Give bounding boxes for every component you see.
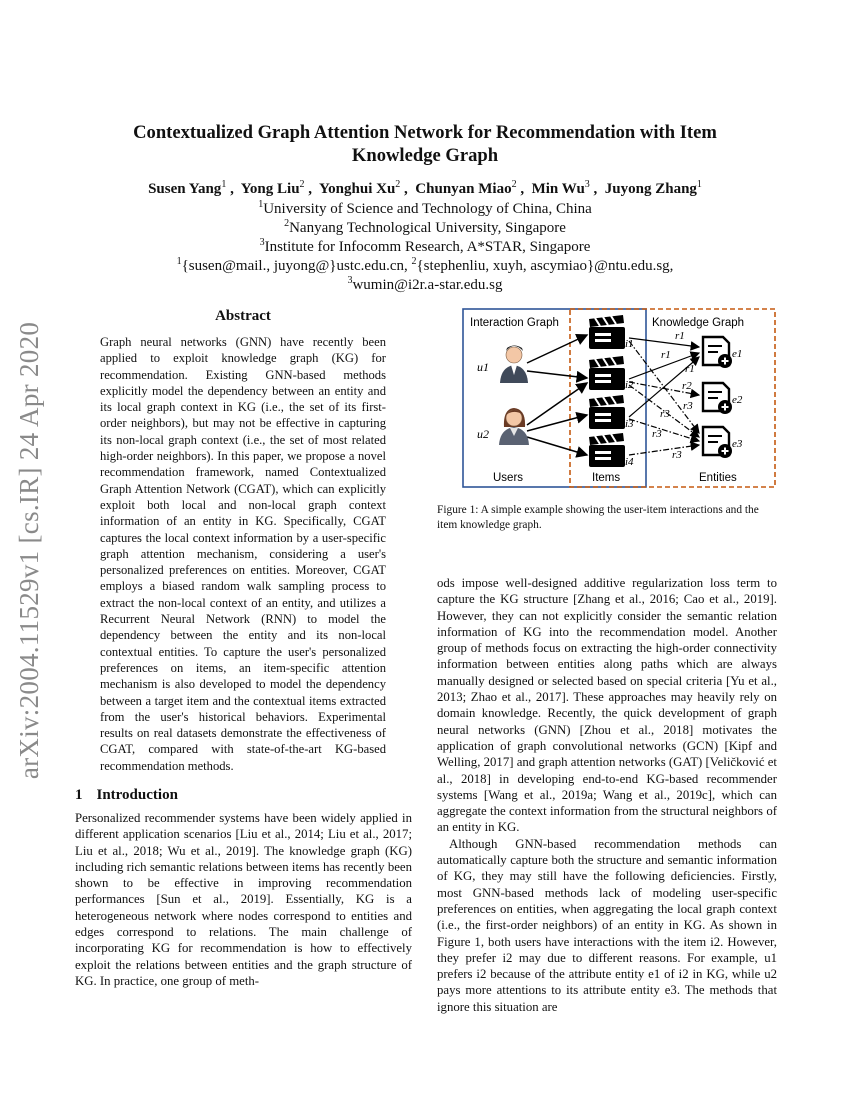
edge-u2-i4	[527, 437, 587, 455]
edge-u1-i1	[527, 335, 587, 363]
edge-u2-i2	[527, 383, 587, 425]
author-list: Susen Yang$^1$ , Yong Liu$^2$ , Yonghui Xu$^2$ , Chunyan Miao$^2$ , Min Wu$^3$ , Juyong Zhang$^1$	[148, 179, 702, 197]
relation-label: r3	[683, 400, 693, 412]
figure-1	[437, 305, 777, 490]
knowledge-graph-label: Knowledge Graph	[652, 317, 745, 329]
arxiv-stamp	[8, 280, 52, 820]
relation-label: r1	[675, 330, 685, 342]
paragraph: Personalized recommender systems have been widely applied in different application scenarios [Liu et al., 2014; Liu et al., 2017; Liu et al., 2018; Wu et al., 2019]. The knowledge graph (KG) including rich semantic relations between items has recently been shown to be effective in improving recommendation performances [Sun et al., 2019]. Essentially, KG is a heterogeneous network where nodes correspond to entities and edges correspond to relations. The main challenge of incorporating KG for recommendation is how to effectively exploit the relations between entities and the graph structure of KG. In practice, one group of meth-	[75, 811, 412, 988]
title-line-2: Knowledge Graph	[351, 145, 499, 166]
relation-label: r3	[660, 408, 670, 420]
items-label: Items	[592, 472, 621, 484]
email-line-2: $^3$wumin@i2r.a-star.edu.sg	[347, 275, 503, 293]
entities-label: Entities	[699, 472, 737, 484]
left-column-text	[75, 810, 412, 989]
user-u1-icon	[500, 346, 528, 384]
paragraph: Although GNN-based recommendation methods can automatically capture both the structure and semantic information of KG, they may still have the following deficiencies. Firstly, most GNN-based methods lack of modeling user-specific preferences on entities, when aggregating the local graph context (i.e., the first-order neighbors) of an entity in KG. As shown in Figure 1, both users have interactions with the item i2. However, they prefer i2 may due to different reasons. For example, u1 prefers i2 because of the attribute entity e1 of i2 in KG, while u2 pays more attentions to its attribute entity e3. The methods that ignore this situation are	[437, 836, 777, 1014]
arxiv-id: arXiv:2004.11529v1 [cs.IR] 24 Apr 2020	[14, 321, 45, 779]
interaction-graph-label: Interaction Graph	[470, 317, 559, 329]
item-i3-icon	[589, 395, 625, 429]
item-i2-icon	[589, 356, 625, 390]
entity-e1-icon	[703, 337, 732, 368]
email-line-1: $^1${susen@mail., juyong@}ustc.edu.cn, $^2${stephenliu, xuyh, ascymiao}@ntu.edu.sg,	[176, 256, 674, 274]
user-u2-label: u2	[477, 427, 489, 441]
relation-label: r3	[652, 428, 662, 440]
item-i2-label: i2	[625, 379, 634, 391]
affiliation-1: $^1$University of Science and Technology of China, China	[258, 199, 592, 217]
affiliation-2: $^2$Nanyang Technological University, Singapore	[284, 218, 566, 236]
item-i4-icon	[589, 433, 625, 467]
entity-e1-label: e1	[732, 348, 743, 360]
relation-label: r2	[682, 380, 692, 392]
item-i1-label: i1	[625, 338, 634, 350]
users-label: Users	[493, 472, 524, 484]
relation-label: r1	[685, 363, 695, 375]
abstract-body: Graph neural networks (GNN) have recently been applied to exploit knowledge graph (KG) for recommendation. Existing GNN-based methods explicitly model the dependency between an entity and its local graph context in KG (i.e., the set of its first-order neighbors), but may not be effective in capturing its non-local graph context (i.e., the set of most related high-order neighbors). In this paper, we propose a novel recommendation framework, named Contextualized Graph Attention Network (CGAT), which can explicitly exploit both local and non-local graph context information of an entity in KG. Specifically, CGAT captures the local context information by a user-specific graph attention mechanism, considering a user's personalized preferences on entities. Moreover, CGAT employs a biased random walk sampling process to extract the non-local context of an entity, and utilizes a Recurrent Neural Network (RNN) to model the dependency between the entity and its non-local contextual entities. To capture the user's personalized preferences on items, an item-specific attention mechanism is also developed to model the dependency between a target item and the contextual items extracted from the user's historical behaviors. Experimental results on real datasets demonstrate the effectiveness of CGAT, compared with state-of-the-art KG-based recommendation methods.	[100, 335, 386, 773]
entity-e3-icon	[703, 427, 732, 458]
entity-e3-label: e3	[732, 438, 743, 450]
edge-i3-e3	[629, 419, 699, 441]
affiliation-3: $^3$Institute for Infocomm Research, A*STAR, Singapore	[259, 237, 591, 255]
figure-caption: Figure 1: A simple example showing the user-item interactions and the item knowledge graph.	[437, 504, 759, 531]
title-line-1: Contextualized Graph Attention Network for Recommendation with Item	[133, 122, 717, 143]
entity-e2-icon	[703, 383, 732, 414]
item-i4-label: i4	[625, 456, 634, 468]
item-i3-label: i3	[625, 418, 634, 430]
right-column-text	[437, 575, 777, 1015]
author: Yonghui Xu$^2$	[319, 179, 401, 197]
paper-title	[90, 121, 760, 167]
section-number: 1	[75, 787, 83, 803]
section-heading	[75, 787, 178, 804]
author: Juyong Zhang$^1$	[604, 179, 702, 197]
section-title: Introduction	[96, 787, 178, 803]
edge-i1-e1	[629, 338, 699, 347]
abstract-heading: Abstract	[215, 308, 271, 324]
edge-u2-i3	[527, 415, 587, 431]
relation-label: r3	[672, 449, 682, 461]
author: Yong Liu$^2$	[240, 179, 305, 197]
entity-e2-label: e2	[732, 394, 743, 406]
edge-i4-e3	[629, 445, 699, 455]
author: Susen Yang$^1$	[148, 179, 227, 197]
author: Min Wu$^3$	[531, 179, 590, 197]
user-u1-label: u1	[477, 360, 489, 374]
user-u2-icon	[499, 408, 529, 445]
item-i1-icon	[589, 315, 625, 349]
edge-u1-i2	[527, 371, 587, 378]
figure-1-graphic	[437, 305, 777, 490]
relation-label: r1	[661, 349, 671, 361]
paragraph: ods impose well-designed additive regularization loss term to capture the KG structure [Zhang et al., 2016; Cao et al., 2019]. However, they can not explicitly consider the semantic relation information of KG into the recommendation model. Another group of methods focus on extracting the high-order connectivity information between entities along paths which are always manually designed or selected based on special criteria [Yu et al., 2013; Zhao et al., 2017]. These approaches may heavily rely on domain knowledge. Recently, the quick development of graph neural networks (GNN) [Zhou et al., 2018] motivates the application of graph convolutional networks (GCN) [Kipf and Welling, 2017] and graph attention networks (GAT) [Veličković et al., 2018] in developing end-to-end KG-based recommender systems [Wang et al., 2019a; Wang et al., 2019c], which can aggregate the context information from the structural neighbors of an entity in KG.	[437, 576, 777, 835]
author: Chunyan Miao$^2$	[415, 179, 517, 197]
